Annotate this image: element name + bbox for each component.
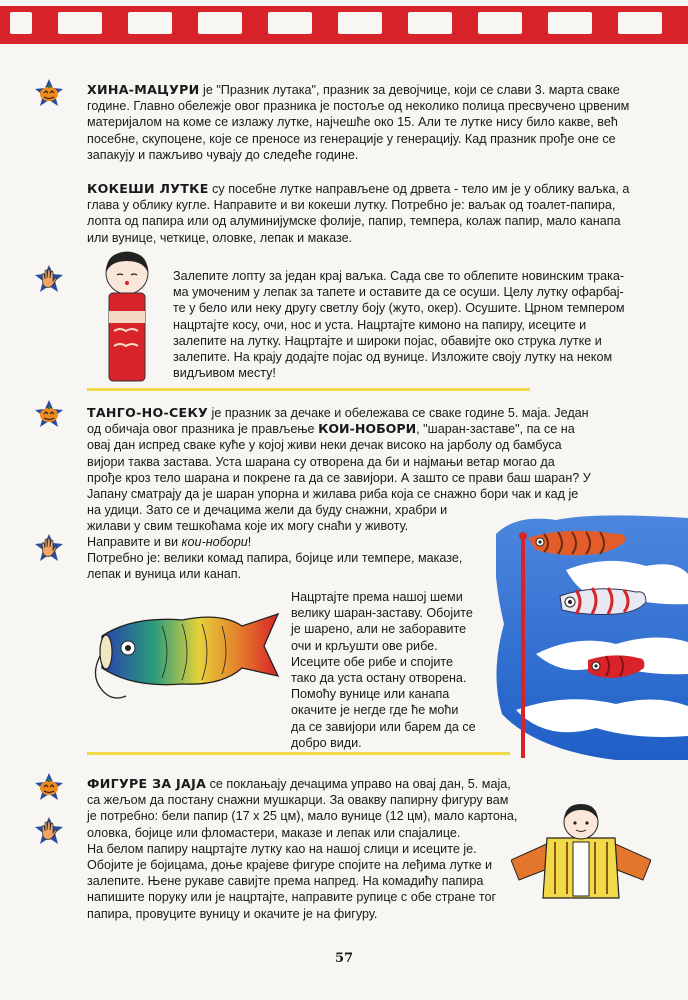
text-line: ма умоченим у лепак за тапете и оставите да се осуши. Целу лутку офарбај-: [173, 285, 624, 300]
text-line: залепите на лутку. Нацртајте и широки појас, обавијте око струка лутке и: [173, 333, 602, 348]
text-line: вијори таква застава. Уста шарана су отворена да би и најмањи ветар могао да: [87, 454, 555, 469]
text-line: На белом папиру нацртајте лутку као на нашој слици и исеците је.: [87, 841, 477, 856]
pumpkin-icon: [34, 772, 64, 802]
rising-sun-banner: [0, 0, 688, 44]
text-line: Исеците обе рибе и спојите: [291, 654, 454, 669]
section-kokeshi: [87, 181, 657, 246]
kokeshi-instructions: [173, 268, 663, 381]
text-line: Направите и ви: [87, 535, 182, 549]
text-line: на удици. Зато се и дечацима жели да буду снажни, храбри и: [87, 503, 448, 518]
text-line: је потребно: бели папир (17 x 25 цм), мало вунице (12 цм), мало картона,: [87, 809, 518, 824]
fish-instructions: [291, 589, 511, 751]
koinobori-flagpole-illustration: [496, 514, 688, 760]
text-line: Залепите лопту за један крај ваљка. Сада све то облепите новинским трака-: [173, 269, 625, 283]
pumpkin-icon: [34, 78, 64, 108]
text-line: Обојите је бојицама, доње крајеве фигуре спојите на леђима лутке и: [87, 858, 493, 873]
text-line: од обичаја овог празника је прављење: [87, 422, 319, 437]
text-line: је празник за дечаке и обележава се сваке године 5. маја. Један: [208, 406, 589, 420]
text-line: глава у облику кугле. Направите и ви кокеши лутку. Потребно је: ваљак од тоалет-папира,: [87, 198, 616, 213]
text-line: материјалом на коме се излажу лутке, најчешће око 15. Али те лутке нису било какве, већ: [87, 115, 618, 130]
section-title: КОКЕШИ ЛУТКЕ: [87, 181, 209, 196]
text-line: се поклањају дечацима управо на овај дан, 5. маја,: [206, 777, 511, 791]
text-line: су посебне лутке направљене од дрвета - тело им је у облику ваљка, а: [208, 182, 630, 196]
koinobori-keyword: КОИ-НОБОРИ: [318, 421, 417, 437]
text-line: залепите. На крају додајте појас од вунице. Изложите своју лутку на неком: [173, 350, 613, 365]
text-line: видљивом месту!: [173, 366, 276, 381]
text-line: нацртајте косу, очи, нос и уста. Нацртајте кимоно на папиру, исеците и: [173, 317, 587, 332]
text-line: Потребно је: велики комад папира, бојице или темпере, маказе,: [87, 551, 463, 566]
text-line: папира, провуците вуницу и окачите је на фигуру.: [87, 906, 378, 921]
section-hina-matsuri: [87, 82, 657, 163]
koinobori-keyword: кои-нобори: [181, 535, 248, 549]
section-title: ХИНА-МАЦУРИ: [87, 82, 200, 97]
text-line: окачите је негде где ће моћи: [291, 703, 459, 718]
text-line: оловка, бојице или фломастери, маказе и лепак или спајалице.: [87, 825, 461, 840]
section-title: ФИГУРЕ ЗА ЈАЈА: [87, 776, 207, 791]
divider: [87, 388, 530, 391]
text-line: те у бело или неку другу светлу боју (жуто, окер). Осушите. Црном темпером: [173, 301, 625, 316]
divider: [87, 752, 510, 755]
text-line: са жељом да постану снажни мушкарци. За овакву папирну фигуру вам: [87, 793, 509, 808]
pumpkin-icon: [34, 399, 64, 429]
text-line: Помоћу вунице или канапа: [291, 687, 450, 702]
section-title: ТАНГО-НО-СЕКУ: [87, 405, 209, 420]
text-line: године. Главно обележје овог празника је постоље од неколико полица пресвучено црвеним: [87, 99, 630, 114]
paper-egg-figure-illustration: [511, 802, 651, 902]
text-line: овај дан испред сваке куће у којој живи неки дечак високо на јарболу од бамбуса: [87, 438, 562, 453]
hand-star-icon: [34, 816, 64, 846]
rainbow-carp-illustration: [92, 606, 282, 704]
text-line: тако да уста остану отворена.: [291, 671, 467, 686]
kokeshi-doll-illustration: [100, 251, 154, 383]
page-number: 57: [334, 951, 354, 966]
text-line: !: [247, 535, 252, 549]
text-line: лопта од папира или од алуминијумске фолије, папир, темпера, колаж папир, мало канапа: [87, 214, 621, 229]
text-line: Јапану сматрају да је шаран упорна и жилава риба која се снажно бори чак и кад је: [87, 487, 579, 502]
hand-star-icon: [34, 533, 64, 563]
text-line: је шарено, али не заборавите: [291, 622, 467, 637]
text-line: напишите поруку или је нацртајте, направите рупице с обе стране тог: [87, 890, 497, 905]
text-line: прође кроз тело шарана и покрене га да се завијори. А зашто се прави баш шаран? У: [87, 470, 591, 485]
text-line: , "шаран-заставе", па се на: [416, 422, 575, 437]
text-line: очи и крљушти ове рибе.: [291, 638, 438, 653]
text-line: залепите. Њене рукаве савијте према напред. На комадићу папира: [87, 874, 484, 889]
text-line: Нацртајте према нашој шеми: [291, 590, 463, 604]
text-line: је "Празник лутака", празник за девојчице, који се слави 3. марта сваке: [199, 83, 620, 97]
text-line: да се завијори или барем да се: [291, 719, 476, 734]
text-line: велику шаран-заставу. Обојите: [291, 606, 473, 621]
text-line: добро види.: [291, 735, 362, 750]
text-line: жилави у свим тешкоћама које их могу снаћи у животу.: [87, 519, 409, 534]
text-line: или вуницe, четкице, оловке, лепак и маказе.: [87, 230, 353, 245]
text-line: лепак и вуница или канап.: [87, 567, 242, 582]
koinobori-needs: [87, 534, 487, 583]
hand-star-icon: [34, 264, 64, 294]
text-line: посебне, скупоцене, које се преносе из генерације у генерацију. Кад празник прође оне се: [87, 131, 616, 146]
text-line: запакују и пажљиво чувају до следеће године.: [87, 147, 359, 162]
